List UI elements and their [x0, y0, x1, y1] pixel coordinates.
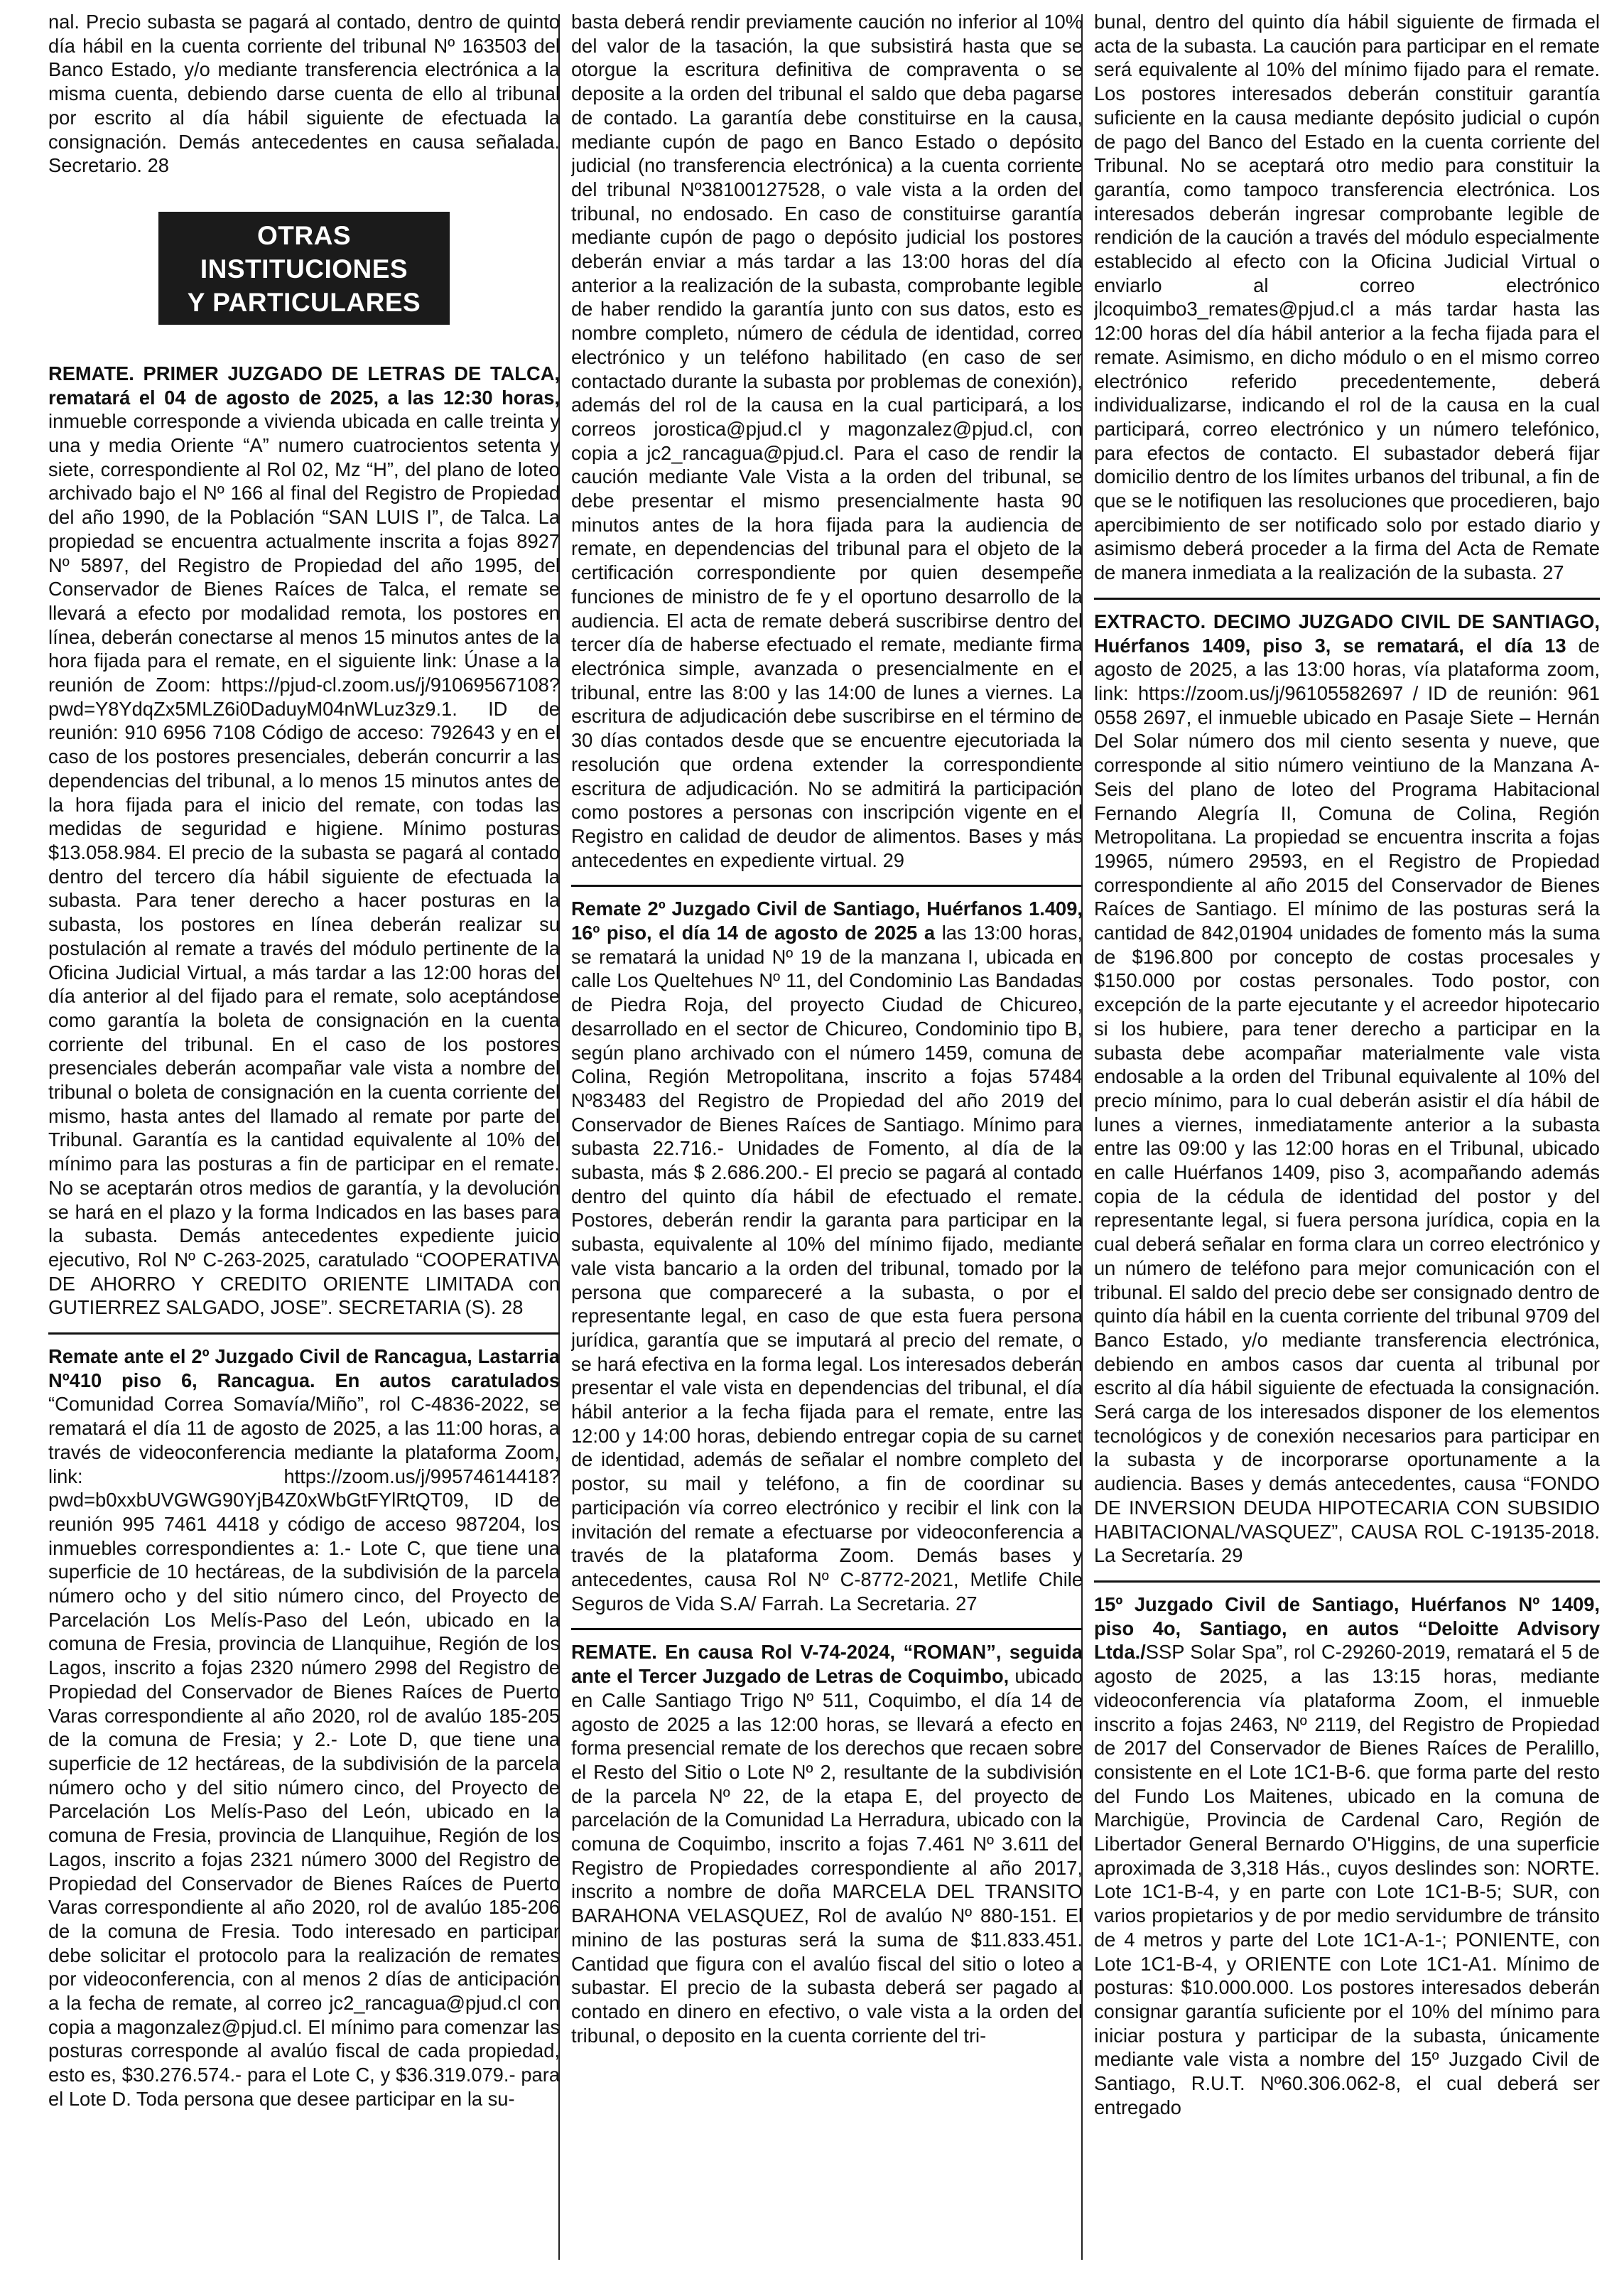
notice-text	[1094, 10, 1600, 585]
notice-body: inmueble corresponde a vivienda ubicada en calle treinta y una y media Oriente “A” numero cuatrocientos setenta y siete, correspondiente al Rol 02, Mz “H”, del plano de loteo archivado bajo el Nº 166 al final del Registro de Propiedad del año 1990, de la Población “SAN LUIS I”, de Talca. La propiedad se encuentra actualmente inscrita a fojas 8927 Nº 5897, del Registro de Propiedad del año 1995, del Conservador de Bienes Raíces de Talca, el remate se llevará a efecto por modalidad remota, los postores en línea, deberán conectarse al menos 15 minutos antes de la hora fijada para el remate, en el siguiente link: Únase a la reunión de Zoom: https://pjud-cl.zoom.us/j/91069567108?pwd=Y8YdqZx5MLZ6i0DaduyM04nWLuz3z9.1. ID de reunión: 910 6956 7108 Código de acceso: 792643 y en el caso de los postores presenciales, deberán concurrir a las dependencias del tribunal, a lo menos 15 minutos antes de la hora fijada para el inicio del remate, con todas las medidas de seguridad e higiene. Mínimo posturas $13.058.984. El precio de la subasta se pagará al contado dentro del tercero día hábil siguiente de efectuada la subasta. Para tener derecho a hacer posturas en la subasta, los postores en línea deberán realizar su postulación al remate a través del módulo pertinente de la Oficina Judicial Virtual, a más tardar a las 12:00 horas del día anterior al del fijado para el remate, solo aceptándose como garantía la boleta de consignación en la cuenta corriente del tribunal. En el caso de los postores presenciales deberán acompañar vale vista a nombre del tribunal o boleta de consignación en la cuenta corriente del mismo, hasta antes del llamado al remate por parte del Tribunal. Garantía es la cantidad equivalente al 10% del mínimo para las posturas a fin de participar en el remate. No se aceptarán otros medios de garantía, y la devolución se hará en el plazo y la forma Indicados en las bases para la subasta. Demás antecedentes expediente juicio ejecutivo, Rol Nº C-263-2025, caratulado “COOPERATIVA DE AHORRO Y CREDITO ORIENTE LIMITADA con GUTIERREZ SALGADO, JOSE”. SECRETARIA (S). 28	[48, 410, 560, 1319]
notice-text	[48, 1345, 560, 2111]
legal-notice	[48, 10, 560, 178]
notice-text	[571, 1640, 1083, 2047]
notice-text	[48, 10, 560, 178]
section-heading-line: Y PARTICULARES	[187, 287, 421, 317]
notice-text	[1094, 1593, 1600, 2119]
notice-body: bunal, dentro del quinto día hábil siguiente de firmada el acta de la subasta. La caución para participar en el remate será equivalente al 10% del mínimo fijado para el remate. Los postores interesados deberán constituir garantía suficiente en la causa mediante depósito judicial o cupón de pago del Banco del Estado en la cuenta corriente del Tribunal. No se aceptará otro medio para constituir la garantía, como tampoco transferencia electrónica. Los interesados deberán ingresar comprobante legible de rendición de la caución a través del módulo especialmente establecido al efecto con la Oficina Judicial Virtual o enviarlo al correo electrónico jlcoquimbo3_remates@pjud.cl a más tardar hasta las 12:00 horas del día hábil anterior a la fecha fijada para el remate. Asimismo, en dicho módulo o en el mismo correo electrónico referido precedentemente, deberá individualizarse, indicando el rol de la causa en la cual participará, correo electrónico y un número telefónico, para efectos de contacto. El subastador deberá fijar domicilio dentro de los límites urbanos del tribunal, a fin de que se le notifiquen las resoluciones que procedieren, bajo apercibimiento de ser notificado solo por estado diario y asimismo deberá proceder a la firma del Acta de Remate de manera inmediata a la realización de la subasta. 27	[1094, 11, 1600, 584]
notice-separator	[1094, 1580, 1600, 1583]
notice-body: basta deberá rendir previamente caución no inferior al 10% del valor de la tasación, la que subsistirá hasta que se otorgue la escritura definitiva de compraventa o se deposite a la orden del tribunal el saldo que deba pagarse de contado. La garantía debe constituirse en la causa, mediante cupón de pago en Banco Estado o depósito judicial (no transferencia electrónica) a la cuenta corriente del tribunal Nº38100127528, o vale vista a la orden del tribunal, no endosado. En caso de constituirse garantía mediante cupón de pago o depósito judicial los postores deberán enviar a más tardar a las 13:00 horas del día anterior a la realización de la subasta, comprobante legible de haber rendido la garantía junto con sus datos, esto es nombre completo, número de cédula de identidad, correo electrónico y un teléfono habilitado (en caso de ser contactado durante la subasta por problemas de conexión), además del rol de la causa en la cual participará, a los correos jorostica@pjud.cl y magonzalez@pjud.cl, con copia a jc2_rancagua@pjud.cl. Para el caso de rendir la caución mediante Vale Vista a la orden del tribunal, se debe presentar el mismo presencialmente hasta 90 minutos antes de la hora fijada para la audiencia de remate, en dependencias del tribunal para el objeto de la certificación correspondiente por quien desempeñe funciones de ministro de fe y el oportuno desarrollo de la audiencia. El acta de remate deberá suscribirse dentro del tercer día de haberse efectuado el remate, mediante firma electrónica simple, avanzada o presencialmente en el tribunal, entre las 8:00 y las 14:00 de lunes a viernes. La escritura de adjudicación debe suscribirse en el término de 30 días contados desde que se encuentre ejecutoriada la resolución que ordena extender la correspondiente escritura de adjudicación. No se admitirá la participación como postores a personas con inscripción vigente en el Registro en calidad de deudor de alimentos. Bases y más antecedentes en expediente virtual. 29	[571, 11, 1083, 871]
notice-body: “Comunidad Correa Somavía/Miño”, rol C-4836-2022, se rematará el día 11 de agosto de 2025, a las 11:00 horas, a través de videoconferencia mediante la plataforma Zoom, link: https://zoom.us/j/99574614418?pwd=b0xxbUVGWG90YjB4Z0xWbGtFYlRtQT09, ID de reunión 995 7461 4418 y código de acceso 987204, los inmuebles correspondientes a: 1.- Lote C, que tiene una superficie de 10 hectáreas, de la subdivisión de la parcela número ocho y del sitio número cinco, del Proyecto de Parcelación Los Melís-Paso del León, ubicado en la comuna de Fresia, provincia de Llanquihue, Región de los Lagos, inscrito a fojas 2320 número 2998 del Registro de Propiedad del Conservador de Bienes Raíces de Puerto Varas correspondiente al año 2020, rol de avalúo 185-205 de la comuna de Fresia; y 2.- Lote D, que tiene una superficie de 12 hectáreas, de la subdivisión de la parcela número ocho y del sitio número cinco, del Proyecto de Parcelación Los Melís-Paso del León, ubicado en la comuna de Fresia, provincia de Llanquihue, Región de los Lagos, inscrito a fojas 2321 número 3000 del Registro de Propiedad del Conservador de Bienes Raíces de Puerto Varas correspondiente al año 2020, rol de avalúo 185-206 de la comuna de Fresia. Todo interesado en participar debe solicitar el protocolo para la realización de remates por videoconferencia, con al menos 2 días de anticipación a la fecha de remate, al correo jc2_rancagua@pjud.cl con copia a magonzalez@pjud.cl. El mínimo para comenzar las posturas corresponde al avalúo fiscal de cada propiedad, esto es, $30.276.574.- para el Lote C, y $36.319.079.- para el Lote D. Toda persona que desee participar en la su-	[48, 1393, 560, 2110]
notice-text	[48, 362, 560, 1320]
legal-notice	[48, 362, 560, 1320]
legal-notice	[1094, 1593, 1600, 2119]
notice-heading: EXTRACTO. DECIMO JUZGADO CIVIL DE SANTIAGO, Huérfanos 1409, piso 3, se rematará, el día 13	[1094, 610, 1600, 657]
notice-text	[1094, 610, 1600, 1568]
notice-separator	[571, 1628, 1083, 1630]
notice-body: nal. Precio subasta se pagará al contado, dentro de quinto día hábil en la cuenta corriente del tribunal Nº 163503 del Banco Estado, y/o mediante transferencia electrónica a la misma cuenta, debiendo darse cuenta de ello al tribunal por escrito al día hábil siguiente de efectuada la consignación. Demás antecedentes en causa señalada. Secretario. 28	[48, 11, 560, 177]
section-heading-line: OTRAS INSTITUCIONES	[200, 220, 408, 284]
notice-heading: Remate 2º Juzgado Civil de Santiago, Huérfanos 1.409, 16º piso, el día 14 de agosto de 2025 a	[571, 898, 1083, 944]
notice-heading: 15º Juzgado Civil de Santiago, Huérfanos Nº 1409, piso 4o, Santiago, en autos “Deloitte Advisory Ltda./	[1094, 1593, 1600, 1664]
notice-heading: Remate ante el 2º Juzgado Civil de Rancagua, Lastarria Nº410 piso 6, Rancagua. En autos caratulados	[48, 1345, 560, 1391]
column-3	[1094, 10, 1600, 2267]
legal-notice	[48, 1345, 560, 2111]
notice-text	[571, 10, 1083, 872]
notice-heading: REMATE. PRIMER JUZGADO DE LETRAS DE TALCA, rematará el 04 de agosto de 2025, a las 12:30 horas,	[48, 362, 560, 409]
legal-notice	[1094, 610, 1600, 1568]
column-1	[48, 10, 560, 2267]
legal-notice	[571, 10, 1083, 872]
notice-heading: REMATE. En causa Rol V-74-2024, “ROMAN”, seguida ante el Tercer Juzgado de Letras de Coquimbo,	[571, 1641, 1083, 1688]
legal-notice	[1094, 10, 1600, 585]
section-heading	[158, 212, 450, 325]
notice-body: SSP Solar Spa”, rol C-29260-2019, rematará el 5 de agosto de 2025, a las 13:15 horas, mediante videoconferencia vía plataforma Zoom, el inmueble inscrito a fojas 2463, Nº 2119, del Registro de Propiedad de 2017 del Conservador de Bienes Raíces de Peralillo, consistente en el Lote 1C1-B-6. que forma parte del resto del Fundo Los Maitenes, ubicado en la comuna de Marchigüe, Provincia de Cardenal Caro, Región de Libertador General Bernardo O'Higgins, de una superficie aproximada de 3,318 Hás., cuyos deslindes son: NORTE. Lote 1C1-B-4, y en parte con Lote 1C1-B-5; SUR, con varios propietarios y de por medio servidumbre de tránsito de 4 metros y parte del Lote 1C1-A-1-; PONIENTE, con Lote 1C1-B-4, y ORIENTE con Lote 1C1-A1. Mínimo de posturas: $10.000.000. Los postores interesados deberán consignar garantía suficiente por el 10% del mínimo para iniciar postura y participar de la subasta, únicamente mediante vale vista a nombre del 15º Juzgado Civil de Santiago, R.U.T. Nº60.306.062-8, el cual deberá ser entregado	[1094, 1641, 1600, 2118]
legal-notice	[571, 1640, 1083, 2047]
notice-body: ubicado en Calle Santiago Trigo Nº 511, Coquimbo, el día 14 de agosto de 2025 a las 12:00 horas, se llevará a efecto en forma presencial remate de los derechos que recaen sobre el Resto del Sitio o Lote Nº 2, resultante de la subdivisión de la parcela Nº 22, de la etapa E, del proyecto de parcelación de la Comunidad La Herradura, ubicado con la comuna de Coquimbo, inscrito a fojas 7.461 Nº 3.611 del Registro de Propiedades correspondiente al año 2017, inscrito a nombre de doña MARCELA DEL TRANSITO BARAHONA VELASQUEZ, Rol de avalúo Nº 880-151. El minino de las posturas será la suma de $11.833.451. Cantidad que figura con el avalúo fiscal del sitio o loteo a subastar. El precio de la subasta deberá ser pagado al contado en dinero en efectivo, o vale vista a la orden del tribunal, o deposito en la cuenta corriente del tri-	[571, 1665, 1083, 2047]
notice-separator	[1094, 598, 1600, 600]
notice-separator	[48, 1332, 560, 1335]
notice-body: de agosto de 2025, a las 13:00 horas, vía plataforma zoom, link: https://zoom.us/j/96105582697 / ID de reunión: 961 0558 2697, el inmueble ubicado en Pasaje Siete – Hernán Del Solar número dos mil ciento sesenta y nueve, que corresponde al sitio número veintiuno de la Manzana A-Seis del plano de loteo del Programa Habitacional Fernando Alegría II, Comuna de Colina, Región Metropolitana. La propiedad se encuentra inscrita a fojas 19965, número 29593, en el Registro de Propiedad correspondiente al año 2015 del Conservador de Bienes Raíces de Santiago. El mínimo de las posturas será la cantidad de 842,01904 unidades de fomento más la suma de $196.800 por concepto de costas procesales y $150.000 por costas personales. Todo postor, con excepción de la parte ejecutante y el acreedor hipotecario si los hubiere, para tener derecho a participar en la subasta debe acompañar materialmente vale vista endosable a la orden del Tribunal equivalente al 10% del precio mínimo, para lo cual deberán asistir el día hábil de lunes a viernes, inmediatamente anterior a la subasta entre las 09:00 y las 12:00 horas en el Tribunal, ubicado en calle Huérfanos 1409, piso 3, acompañando además copia de la cédula de identidad del postor y del representante legal, si fuera persona jurídica, copia en la cual deberá señalar en forma clara un correo electrónico y un número de teléfono para mejor comunicación con el tribunal. El saldo del precio debe ser consignado dentro de quinto día hábil en la cuenta corriente del tribunal 9709 del Banco Estado, y/o mediante transferencia electrónica, debiendo en ambos casos dar cuenta al tribunal por escrito al día hábil siguiente de efectuada la consignación. Será carga de los interesados disponer de los elementos tecnológicos y de conexión necesarios para participar en la subasta y de incorporarse oportunamente a la audiencia. Bases y demás antecedentes, causa “FONDO DE INVERSION DEUDA HIPOTECARIA CON SUBSIDIO HABITACIONAL/VASQUEZ”, CAUSA ROL C-19135-2018. La Secretaría. 29	[1094, 634, 1600, 1567]
notice-separator	[571, 885, 1083, 887]
column-2	[571, 10, 1083, 2267]
legal-notice	[571, 897, 1083, 1615]
notice-body: las 13:00 horas, se rematará la unidad Nº 19 de la manzana I, ubicada en calle Los Queltehues Nº 11, del Condominio Las Bandadas de Piedra Roja, del proyecto Ciudad de Chicureo, desarrollado en el sector de Chicureo, Condominio tipo B, según plano archivado con el número 1459, comuna de Colina, Región Metropolitana, inscrito a fojas 57484 Nº83483 del Registro de Propiedad del año 2019 del Conservador de Bienes Raíces de Santiago. Mínimo para subasta 22.716.- Unidades de Fomento, al día de la subasta, más $ 2.686.200.- El precio se pagará al contado dentro del quinto día hábil de efectuado el remate. Postores, deberán rendir la garanta para participar en la subasta, equivalente al 10% del mínimo fijado, mediante vale vista bancario a la orden del tribunal, tomado por la persona que compareceré a la subasta, o por el representante legal, en caso de que esta fuera persona jurídica, garantía que se imputará al precio del remate, o se hará efectiva en la forma legal. Los interesados deberán presentar el vale vista en dependencias del tribunal, el día hábil anterior a la fecha fijada para el remate, entre las 12:00 y 14:00 horas, debiendo entregar copia de su carnet de identidad, además de señalar el nombre completo del postor, su mail y teléfono, a fin de coordinar su participación vía correo electrónico y recibir el link con la invitación del remate a efectuarse por videoconferencia a través de la plataforma Zoom. Demás bases y antecedentes, causa Rol Nº C-8772-2021, Metlife Chile Seguros de Vida S.A/ Farrah. La Secretaria. 27	[571, 922, 1083, 1615]
notice-text	[571, 897, 1083, 1615]
